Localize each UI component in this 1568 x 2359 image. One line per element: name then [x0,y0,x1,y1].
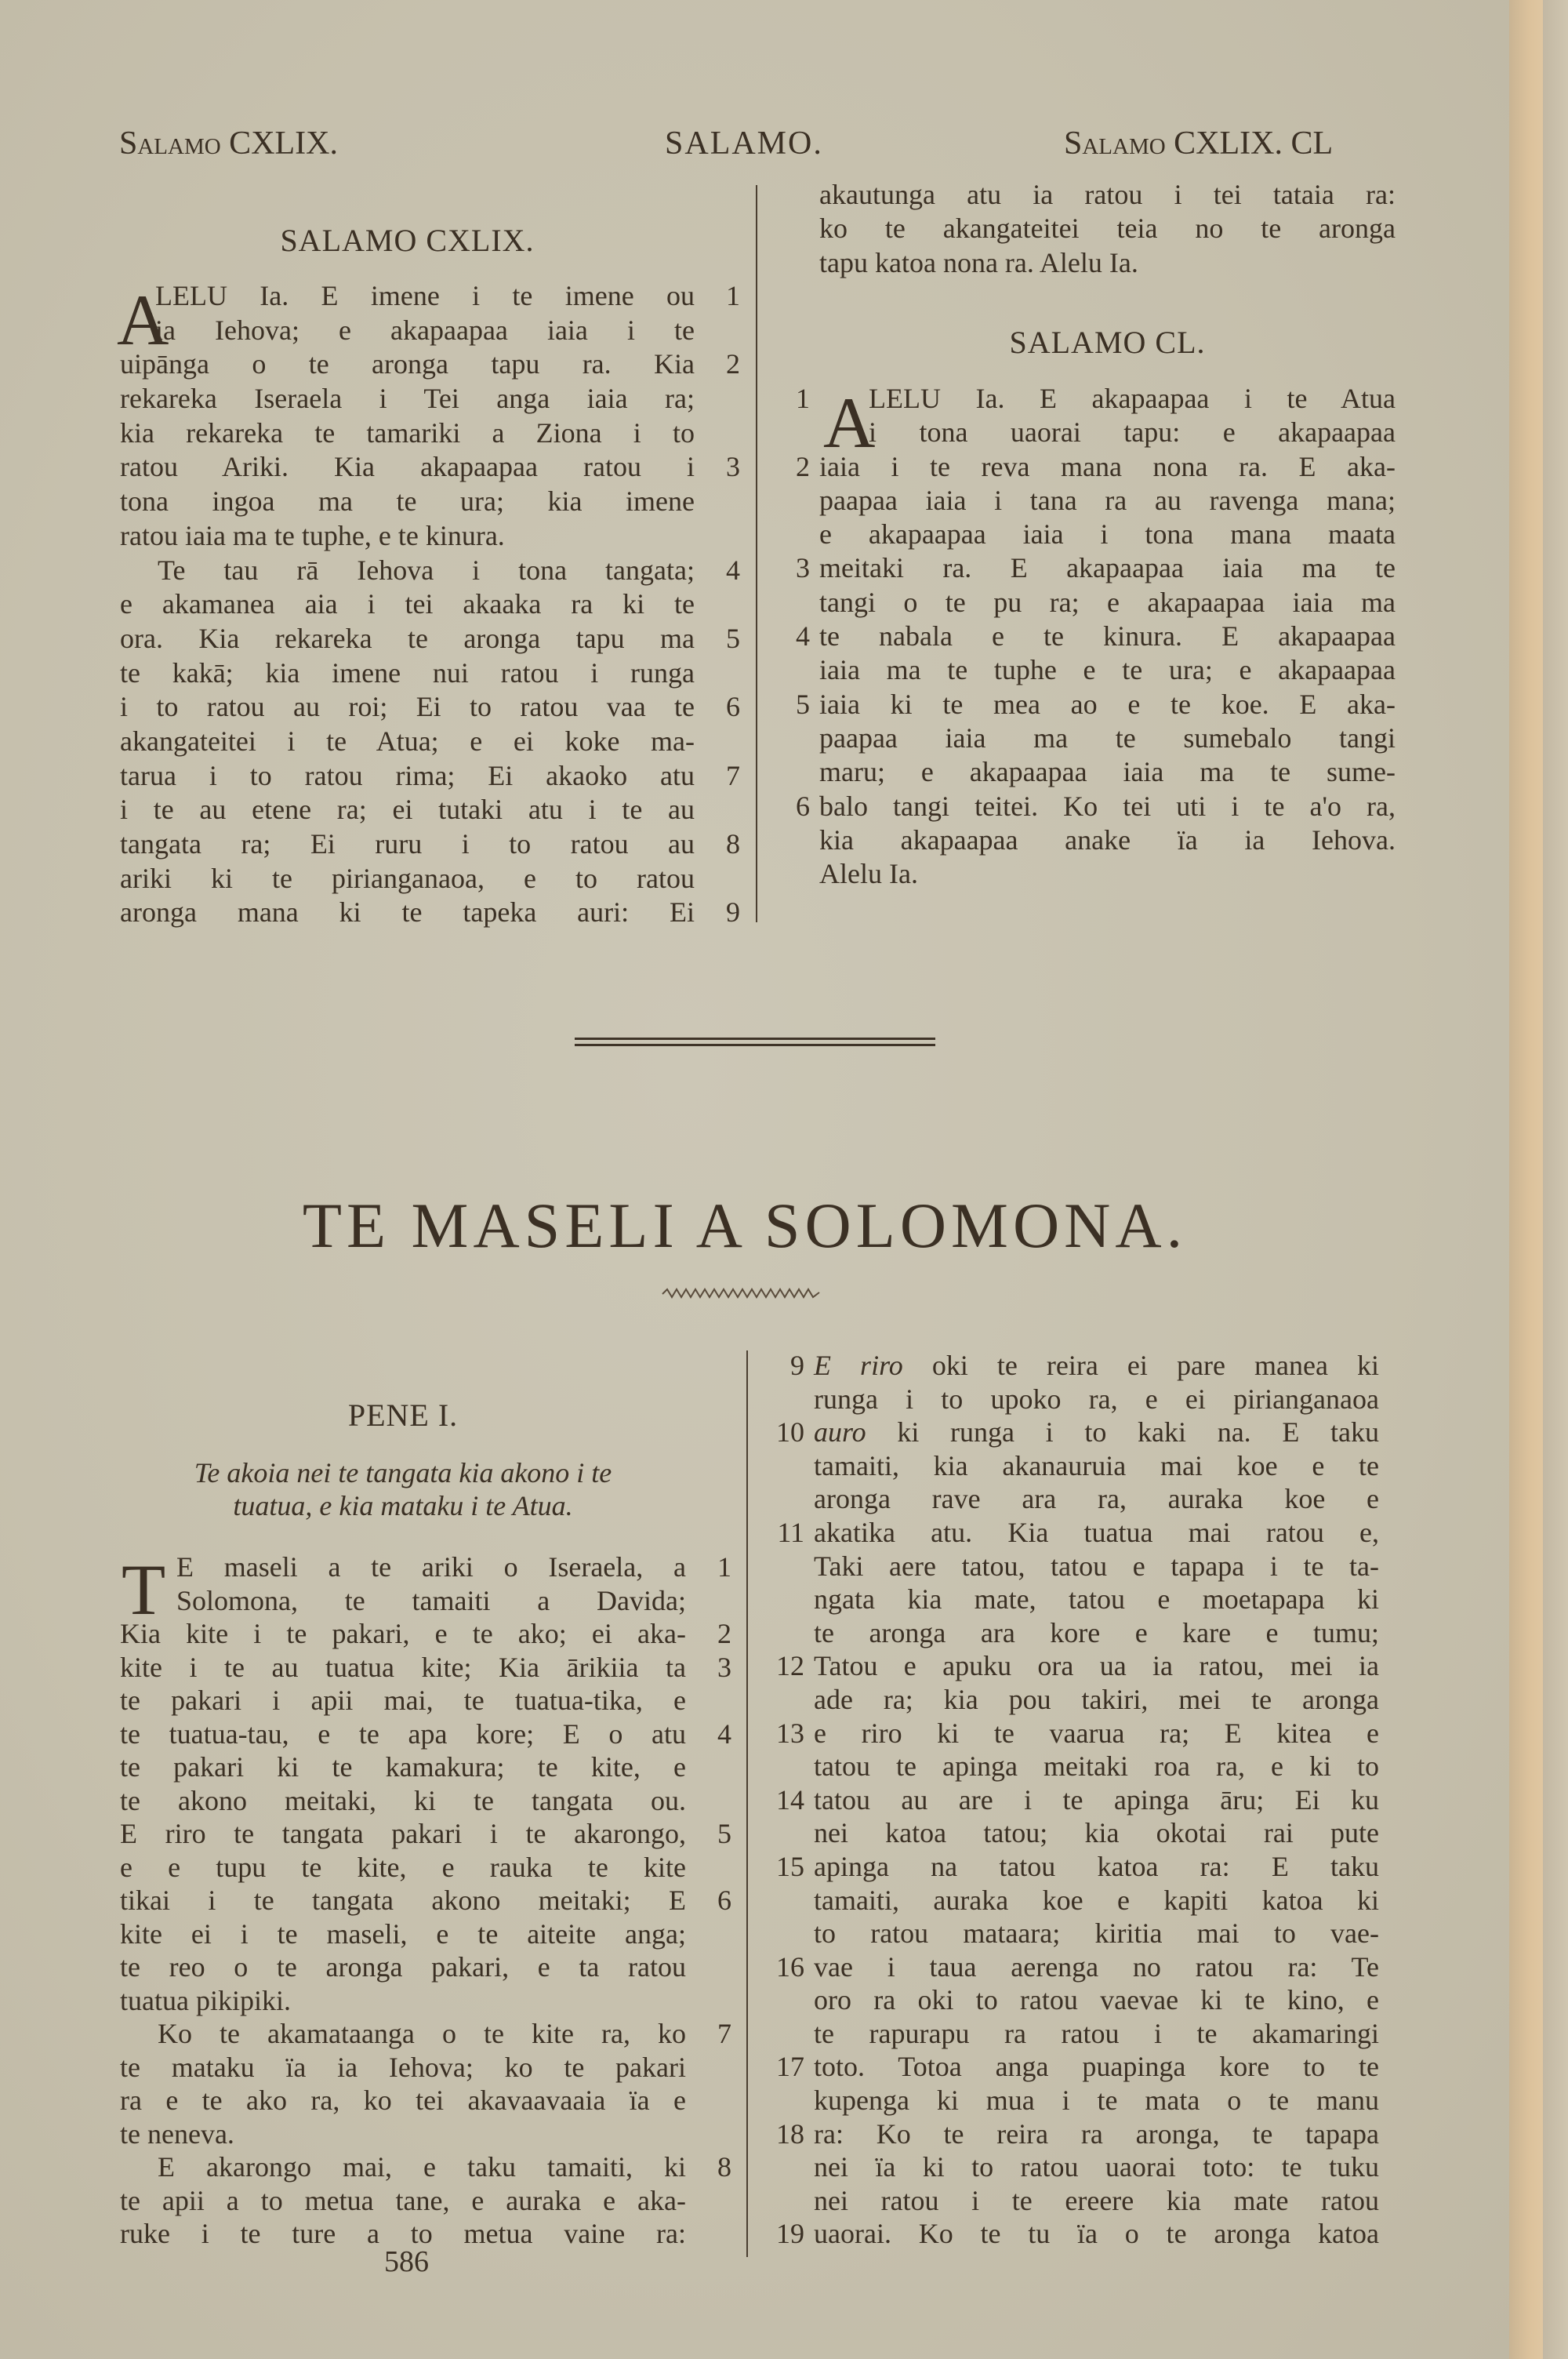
line-text: aronga rave ara ra, auraka koe e [814,1483,1379,1515]
text-line [819,246,1396,280]
line-text: E maseli a te ariki o Iseraela, a [176,1551,686,1583]
text-line [796,382,1396,416]
text-line [120,416,695,451]
verse-number: 1 [717,1551,731,1583]
line-text: Solomona, te tamaiti a Davida; [176,1584,686,1616]
chapter-left-column [120,1550,731,2251]
text-line [776,1649,1379,1683]
chapter-summary-line-2: tuatua, e kia mataku i te Atua. [233,1490,573,1521]
line-text: kite i te au tuatua kite; Kia ārikiia ta [120,1651,686,1683]
text-line [120,587,695,622]
verse-number: 15 [776,1850,804,1882]
line-text: te tuatua-tau, e te apa kore; E o atu [120,1717,686,1750]
text-line [796,790,1396,823]
text-line [776,2217,1379,2251]
text-line [814,2017,1379,2051]
verse-number: 1 [726,280,740,311]
line-text: tangata ra; Ei ruru i to ratou au [120,828,695,860]
double-rule-bottom [575,1044,935,1046]
italic-words: auro [814,1416,866,1448]
line-text: balo tangi teitei. Ko tei uti i te a'o ra, [819,790,1396,822]
line-text: ratou iaia ma te tuphe, e te kinura. [120,519,505,551]
line-text: kia rekareka te tamariki a Ziona i to [120,416,695,449]
line-text: nei ïa ki to ratou uaorai toto: te tuku [814,2151,1379,2183]
text-line [814,1750,1379,1783]
line-text: apinga na tatou katoa ra: E taku [814,1850,1379,1882]
verse-number: 11 [777,1516,804,1548]
text-line [120,1617,731,1651]
text-line [776,2050,1379,2084]
text-line [777,1516,1379,1550]
text-line [120,656,695,691]
verse-number: 1 [796,383,810,414]
line-text: te neneva. [120,2117,234,2150]
text-line [796,450,1396,484]
line-text: LELU Ia. E imene i te imene ou [155,280,695,311]
line-text: LELU Ia. E akapaapaa i te Atua [869,383,1396,414]
text-line [120,759,740,794]
text-line [776,1783,1379,1817]
line-text: akangateitei i te Atua; e ei koke ma- [120,725,695,757]
text-line [120,347,740,382]
line-text: E akarongo mai, e taku tamaiti, ki [158,2151,686,2183]
line-text: tarua i to ratou rima; Ei akaoko atu [120,759,695,791]
line-text: te nabala e te kinura. E akapaapaa [819,620,1396,652]
verse-number: 8 [726,828,740,860]
line-text: ki runga i to kaki na. E taku [866,1416,1379,1448]
chapter-right-column [776,1349,1379,2251]
text-line [120,2017,731,2051]
line-text: paapaa iaia i tana ra au ravenga mana; [819,484,1396,516]
line-text: ade ra; kia pou takiri, mei te aronga [814,1683,1379,1715]
verse-number: 14 [776,1783,804,1816]
line-text: Kia kite i te pakari, e te ako; ei aka- [120,1618,686,1649]
text-line [120,1550,731,1584]
text-line [120,1917,686,1951]
text-line [120,1717,731,1751]
text-line [120,1584,686,1618]
text-line [120,896,740,930]
line-text: tangi o te pu ra; e akapaapaa iaia ma [819,586,1396,618]
text-line [796,688,1396,722]
line-text: akatika atu. Kia tuatua mai ratou e, [814,1516,1379,1548]
text-line [120,1851,686,1885]
line-text: Ko te akamataanga o te kite ra, ko [158,2018,686,2049]
verse-number: 2 [726,348,740,380]
text-line [120,485,695,519]
text-line [814,1983,1379,2017]
verse-number: 2 [796,450,810,482]
text-line [790,1349,1379,1383]
line-text: oki te reira ei pare manea ki [902,1350,1379,1381]
line-text: ratou Ariki. Kia akapaapaa ratou i [120,451,695,483]
text-line [120,2184,686,2218]
line-text: e riro ki te vaarua ra; E kitea e [814,1717,1379,1749]
text-line [120,450,740,485]
text-line [120,1784,686,1818]
text-line [819,518,1396,551]
drop-cap: T [122,1550,166,1630]
line-text: iaia ki te mea ao e te koe. E aka- [819,688,1396,720]
line-text: ra e te ako ra, ko tei akavaavaaia ïa e [120,2085,686,2116]
text-line [819,755,1396,789]
verse-number: 6 [796,790,810,822]
text-line [819,212,1396,245]
line-text: maru; e akapaapaa iaia ma te sume- [819,756,1396,788]
line-text: to ratou mataara; kiritia mai to vae- [814,1917,1379,1950]
text-line [120,827,740,862]
verse-number: 7 [717,2018,731,2049]
line-text: tuatua pikipiki. [120,1984,291,2016]
line-text: te reo o te aronga pakari, e ta ratou [120,1951,686,1983]
verse-number: 12 [776,1650,804,1682]
line-text: e e tupu te kite, e rauka te kite [120,1851,686,1883]
verse-number: 10 [776,1416,804,1448]
verse-number: 5 [796,688,810,720]
line-text: ora. Kia rekareka te aronga tapu ma [120,622,695,654]
verse-number: 6 [717,1885,731,1916]
line-text: meitaki ra. E akapaapaa iaia ma te [819,552,1396,584]
verse-number: 3 [726,451,740,483]
verse-number: 18 [776,2117,804,2150]
psalm-149-left-column [117,279,740,930]
text-line [819,722,1396,755]
running-header-center: SALAMO. [665,125,823,162]
line-text: Te tau rā Iehova i tona tangata; [158,554,695,586]
verse-number: 5 [726,622,740,654]
line-text: te rapurapu ra ratou i te akamaringi [814,2017,1379,2049]
text-line [120,793,695,827]
text-line [120,1750,686,1784]
text-line [814,1816,1379,1850]
text-line [814,2084,1379,2117]
line-text: tona ingoa ma te ura; kia imene [120,485,695,518]
text-line [814,2184,1379,2218]
line-text: ruke i te ture a to metua vaine ra: [120,2218,686,2249]
psalm-149-continuation [819,178,1396,280]
line-text: Taki aere tatou, tatou e tapapa i te ta- [814,1550,1379,1582]
text-line [814,1550,1379,1583]
text-line [814,1482,1379,1516]
text-line [120,314,695,348]
double-rule-top [575,1038,935,1040]
text-line [120,2117,686,2151]
psalm-149-heading: SALAMO CXLIX. [280,223,535,258]
text-line [819,653,1396,687]
text-line [120,1817,731,1851]
line-text: te aronga ara kore e kare e tumu; [814,1616,1379,1648]
line-text: kia akapaapaa anake ïa ia Iehova. [819,823,1396,856]
text-line [120,622,740,656]
line-text: ia Iehova; e akapaapaa iaia i te [155,314,695,346]
verse-number: 16 [776,1950,804,1983]
text-line [120,554,740,588]
verse-number: 3 [796,552,810,584]
verse-number: 9 [726,896,740,929]
verse-number: 19 [776,2218,804,2250]
wavy-ornament [662,1286,819,1302]
text-line [814,1383,1379,1416]
text-line [814,1583,1379,1616]
line-text: ko te akangateitei teia no te aronga [819,213,1396,245]
text-line [814,1616,1379,1650]
line-text: paapaa iaia ma te sumebalo tangi [819,722,1396,754]
line-text: ra: Ko te reira ra aronga, te tapapa [814,2117,1379,2150]
line-text: ariki ki te pirianganaoa, e to ratou [120,862,695,894]
text-line [120,382,695,416]
verse-number: 4 [726,554,740,586]
text-line [819,586,1396,620]
line-text: E riro te tangata pakari i te akarongo, [120,1818,686,1849]
line-text: te mataku ïa ia Iehova; ko te pakari [120,2051,686,2083]
line-text: oro ra oki to ratou vaevae ki te kino, e [814,1984,1379,2016]
text-line [776,1950,1379,1984]
line-text: runga i to upoko ra, e ei pirianganaoa [814,1383,1379,1415]
text-line [819,857,1396,891]
text-line [120,1884,731,1917]
line-text: tikai i te tangata akono meitaki; E [120,1885,686,1916]
line-text: toto. Totoa anga puapinga kore to te [814,2051,1379,2083]
verse-number: 7 [726,759,740,791]
line-text: tatou te apinga meitaki roa ra, e ki to [814,1750,1379,1783]
verse-number: 13 [776,1717,804,1749]
text-line [814,1683,1379,1717]
text-line [120,2150,731,2184]
text-line [776,2117,1379,2151]
line-text: i te au etene ra; ei tutaki atu i te au [120,794,695,826]
text-line [120,725,695,759]
line-text: iaia ma te tuphe e te ura; e akapaapaa [819,654,1396,686]
running-header-right: Salamo CXLIX. CL [1064,125,1334,162]
text-line [120,279,740,314]
verse-number: 5 [717,1818,731,1849]
text-line [120,2051,686,2085]
line-text: tamaiti, kia akanauruia mai koe e te [814,1449,1379,1481]
line-text: ngata kia mate, tatou e moetapapa ki [814,1583,1379,1616]
line-text: te pakari i apii mai, te tuatua-tika, e [120,1685,686,1716]
italic-words: E riro [814,1350,903,1381]
column-rule-lower [746,1350,748,2257]
text-line [819,484,1396,518]
text-line [814,2150,1379,2184]
chapter-heading: PENE I. [347,1398,459,1433]
line-text: nei katoa tatou; kia okotai rai pute [814,1817,1379,1849]
line-text: i to ratou au roi; Ei to ratou vaa te [120,691,695,723]
line-text: i tona uaorai tapu: e akapaapaa [869,416,1396,449]
line-text: iaia i te reva mana nona ra. E aka- [819,450,1396,482]
line-text: uipānga o te aronga tapu ra. Kia [120,348,695,380]
text-line [120,1684,686,1717]
psalm-150-column [796,382,1396,891]
text-line [776,1850,1379,1884]
text-line [120,519,695,554]
text-line [819,416,1396,449]
text-line [819,178,1396,212]
drop-cap: A [823,383,876,463]
line-text: kupenga ki mua i te mata o te manu [814,2085,1379,2117]
text-line [814,1917,1379,1950]
text-line [120,862,695,896]
line-text: akautunga atu ia ratou i tei tataia ra: [819,179,1396,210]
line-text: vae i taua aerenga no ratou ra: Te [814,1950,1379,1983]
text-line [120,1950,686,1984]
line-text: tatou au are i te apinga āru; Ei ku [814,1783,1379,1816]
verse-number: 2 [717,1618,731,1649]
line-text: te pakari ki te kamakura; te kite, e [120,1751,686,1783]
text-line [814,1884,1379,1917]
running-header-left: Salamo CXLIX. [119,125,339,162]
line-text: nei ratou i te ereere kia mate ratou [814,2184,1379,2216]
line-text: te apii a to metua tane, e auraka e aka- [120,2184,686,2216]
line-text: tapu katoa nona ra. Alelu Ia. [819,246,1138,278]
verse-number: 4 [796,620,810,652]
page-number: 586 [384,2245,429,2278]
text-line [120,2084,686,2117]
line-text: Alelu Ia. [819,858,918,890]
line-text: e akamanea aia i tei akaaka ra ki te [120,588,695,620]
line-text: tamaiti, auraka koe e kapiti katoa ki [814,1884,1379,1916]
text-line [776,1717,1379,1750]
drop-cap: A [117,280,169,360]
verse-number: 3 [717,1651,731,1683]
line-text: te akono meitaki, ki te tangata ou. [120,1784,686,1816]
verse-number: 17 [776,2051,804,2083]
line-text: aronga mana ki te tapeka auri: Ei [120,896,695,929]
curled-page-strip [1543,0,1568,2359]
verse-number: 6 [726,691,740,723]
text-line [120,1651,731,1685]
text-line [796,620,1396,653]
verse-number: 8 [717,2151,731,2183]
line-text: kite ei i te maseli, e te aiteite anga; [120,1917,686,1950]
psalm-150-heading: SALAMO CL. [1009,325,1206,360]
line-text: e akapaapaa iaia i tona mana maata [819,518,1396,551]
chapter-summary-line-1: Te akoia nei te tangata kia akono i te [194,1457,612,1488]
line-text: Tatou e apuku ora ua ia ratou, mei ia [814,1650,1379,1682]
text-line [819,823,1396,857]
text-line [120,690,740,725]
line-text: uaorai. Ko te tu ïa o te aronga katoa [814,2218,1379,2250]
text-line [120,1984,686,2018]
column-rule-upper [756,185,757,922]
text-line [796,551,1396,585]
line-text: te kakā; kia imene nui ratou i runga [120,656,695,689]
text-line [776,1416,1379,1449]
verse-number: 4 [717,1717,731,1750]
book-title: TE MASELI A SOLOMONA. [302,1190,1188,1261]
verse-number: 9 [790,1350,804,1381]
text-line [814,1449,1379,1483]
line-text: rekareka Iseraela i Tei anga iaia ra; [120,383,695,415]
